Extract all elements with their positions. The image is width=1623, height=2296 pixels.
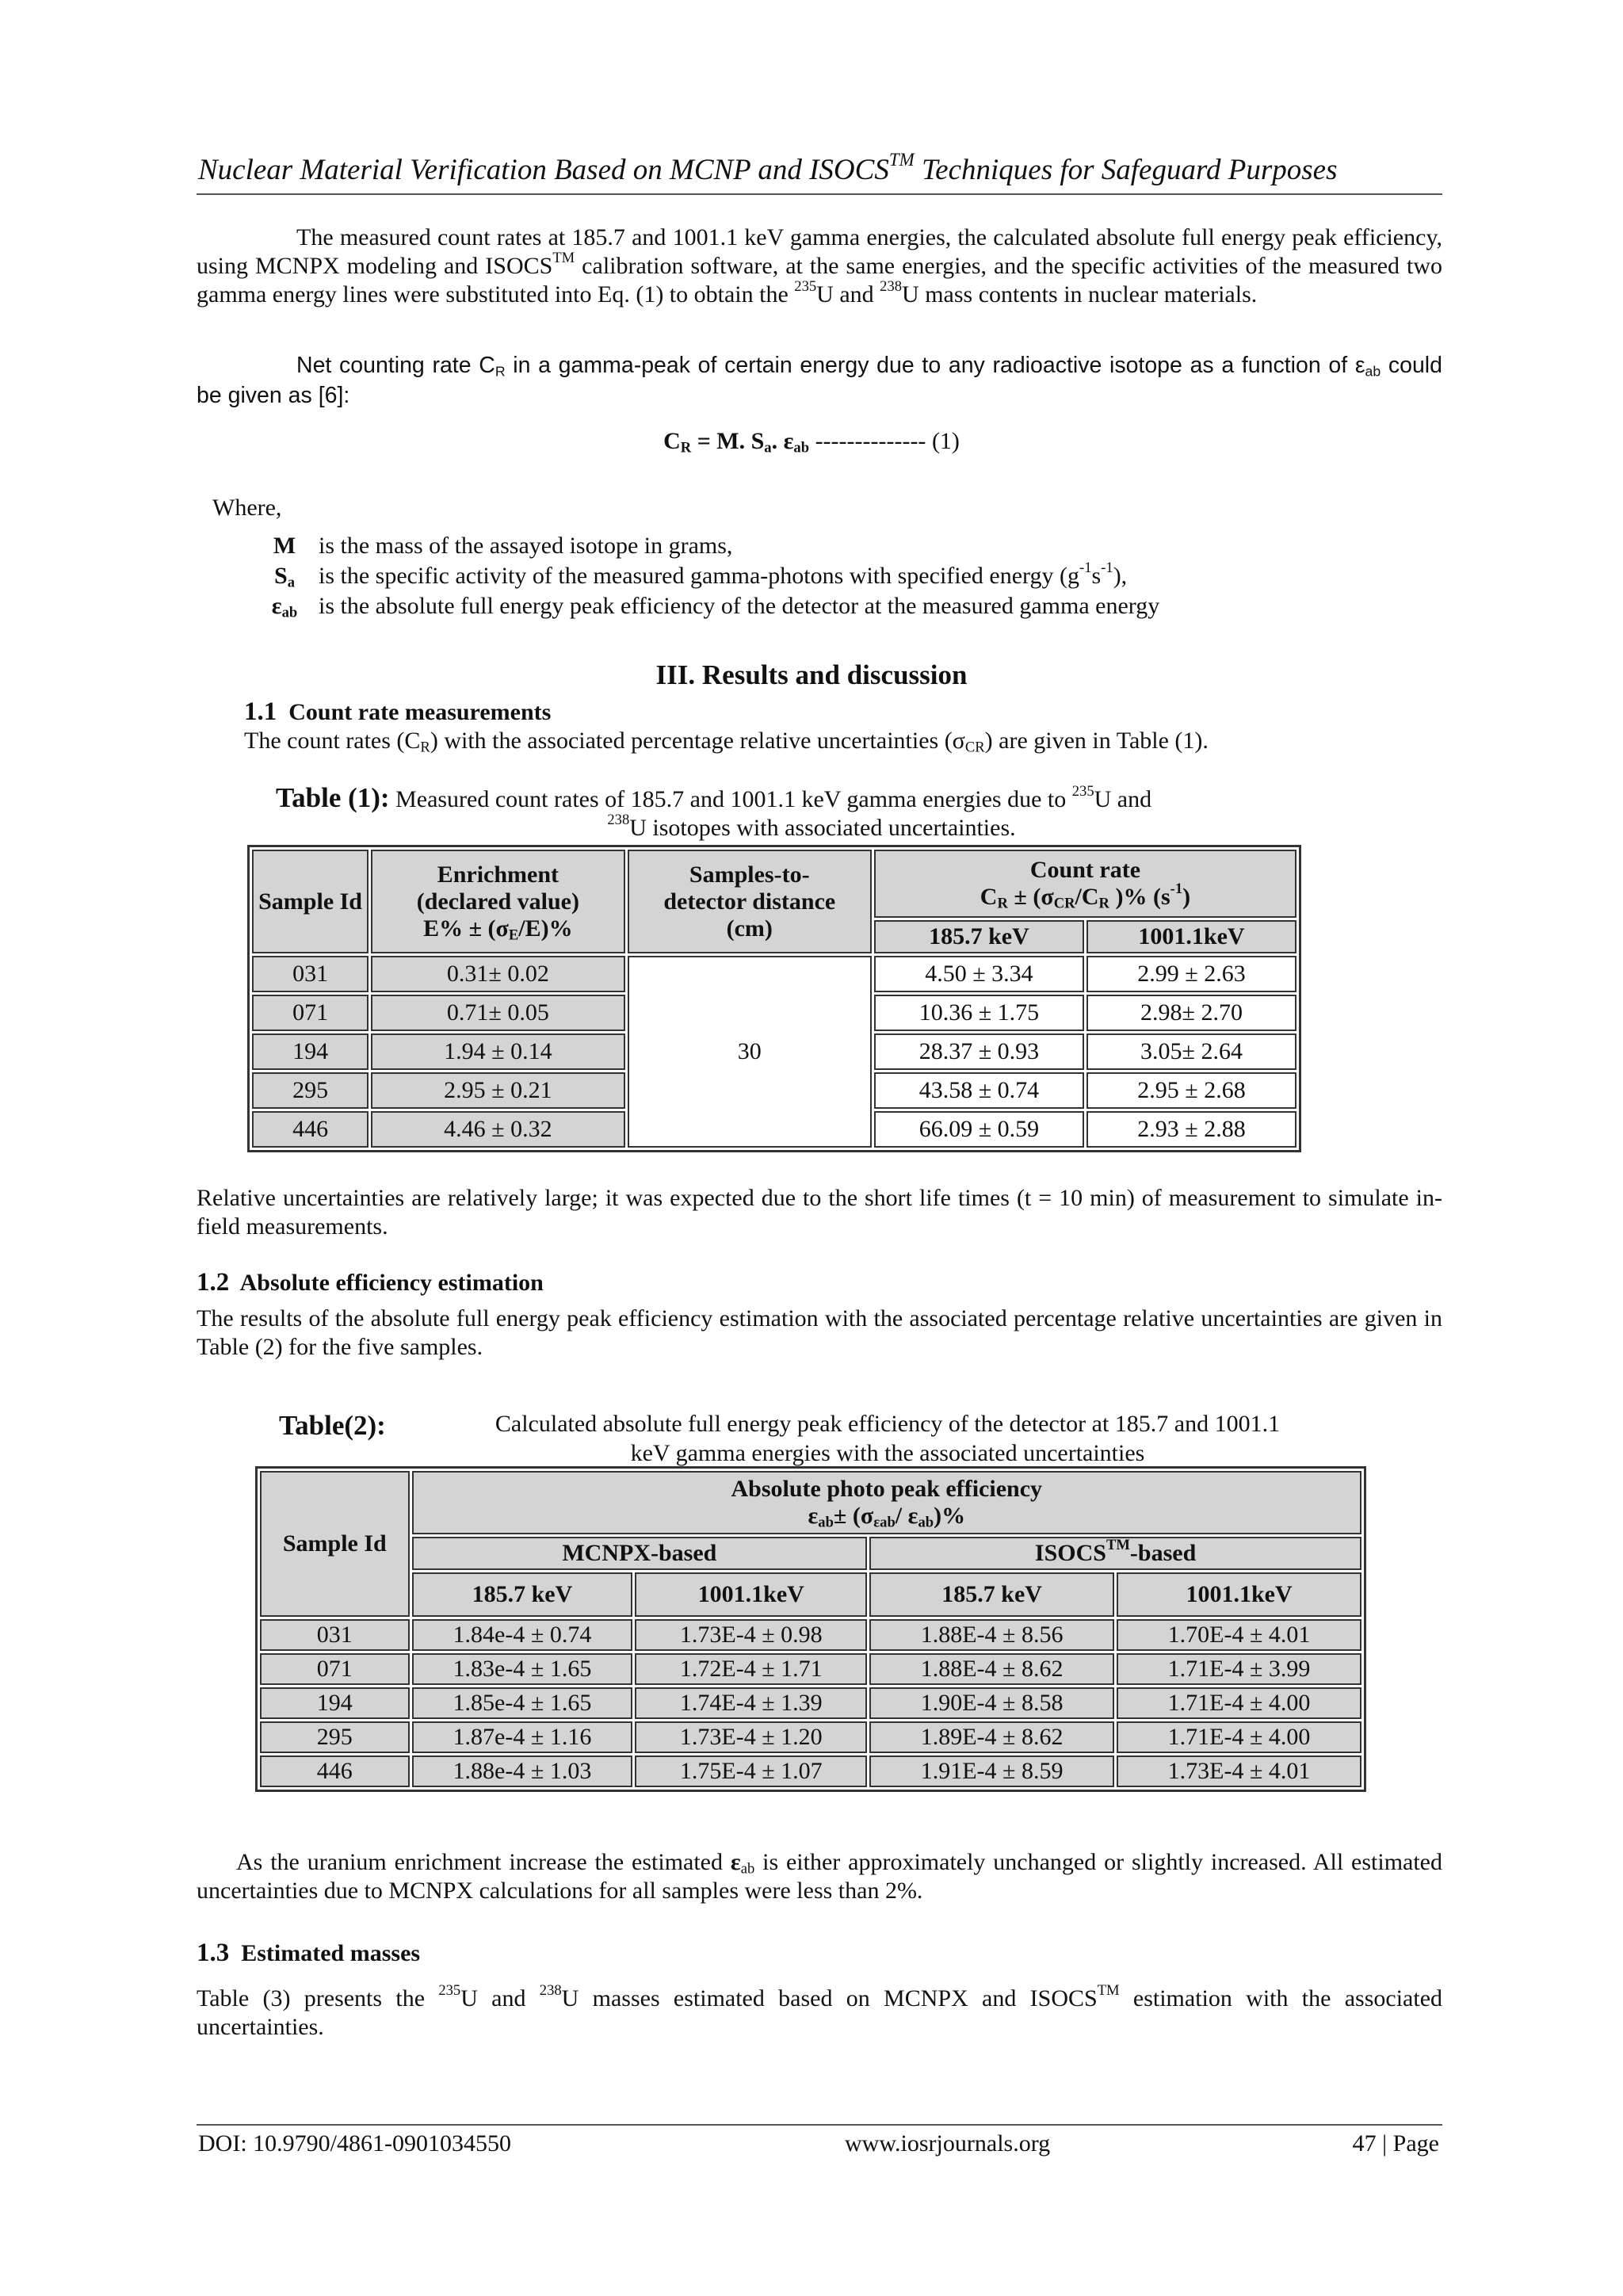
t1-cell-cr185: 4.50 ± 3.34 xyxy=(874,956,1084,992)
t1-header-sample: Sample Id xyxy=(252,850,369,953)
t1-cell-enrichment: 0.71± 0.05 xyxy=(371,995,624,1031)
definition-text: is the specific activity of the measured gamma-photons with specified energy $(g^{-1}s^{-1})$, xyxy=(319,560,1128,589)
t1-cell-enrichment: 1.94 ± 0.14 xyxy=(371,1033,624,1070)
table2-label: Table(2): xyxy=(279,1410,386,1441)
t2-header-1001-isocs: 1001.1keV xyxy=(1117,1572,1361,1617)
t2-header-mcnpx: MCNPX-based xyxy=(412,1537,868,1570)
running-header: Nuclear Material Verification Based on MCNP and ISOCS™ Techniques for Safeguard Purposes xyxy=(198,149,1338,186)
t2-cell-isocs-185: 1.89E-4 ± 8.62 xyxy=(869,1721,1114,1753)
t1-cell-id: 031 xyxy=(252,956,369,992)
table-row xyxy=(260,1687,1361,1719)
t1-header-distance: Samples-to- detector distance (cm) xyxy=(628,850,872,953)
t2-header-185-mcnpx: 185.7 keV xyxy=(412,1572,633,1617)
footer-rule xyxy=(197,2124,1442,2126)
table-row xyxy=(260,1721,1361,1753)
definition-row xyxy=(262,561,1170,591)
header-rule xyxy=(197,193,1442,195)
definition-row xyxy=(262,591,1170,621)
table-1 xyxy=(247,845,1301,1152)
t2-cell-id: 031 xyxy=(260,1619,410,1651)
t1-cell-cr1001: 2.98± 2.70 xyxy=(1086,995,1296,1031)
table-row xyxy=(260,1619,1361,1651)
t2-cell-mcnpx-185: 1.83e-4 ± 1.65 xyxy=(412,1653,633,1685)
t1-cell-cr185: 10.36 ± 1.75 xyxy=(874,995,1084,1031)
t2-cell-isocs-1001: 1.70E-4 ± 4.01 xyxy=(1117,1619,1361,1651)
table-row xyxy=(260,1653,1361,1685)
t2-cell-mcnpx-1001: 1.72E-4 ± 1.71 xyxy=(635,1653,867,1685)
definition-text: is the absolute full energy peak efficiency of the detector at the measured gamma energy xyxy=(319,593,1160,619)
t1-cell-cr1001: 3.05± 2.64 xyxy=(1086,1033,1296,1070)
t2-cell-isocs-185: 1.90E-4 ± 8.58 xyxy=(869,1687,1114,1719)
t2-cell-id: 295 xyxy=(260,1721,410,1753)
t1-cell-id: 194 xyxy=(252,1033,369,1070)
enrichment-paragraph: As the uranium enrichment increase the estimated $\varepsilon_{ab}$ is either approximately unchanged or slightly increased. All estimated uncertainties due to MCNPX calculations for all samples were less than 2%. xyxy=(197,1849,1442,1904)
t2-cell-mcnpx-1001: 1.73E-4 ± 1.20 xyxy=(635,1721,867,1753)
t2-cell-mcnpx-185: 1.85e-4 ± 1.65 xyxy=(412,1687,633,1719)
definition-text: is the mass of the assayed isotope in grams, xyxy=(319,533,733,559)
t2-cell-isocs-185: 1.88E-4 ± 8.56 xyxy=(869,1619,1114,1651)
table-row xyxy=(252,956,1296,992)
t2-cell-mcnpx-1001: 1.73E-4 ± 0.98 xyxy=(635,1619,867,1651)
t2-cell-mcnpx-185: 1.88e-4 ± 1.03 xyxy=(412,1755,633,1787)
t1-header-1001: 1001.1keV xyxy=(1086,920,1296,953)
t2-cell-isocs-1001: 1.71E-4 ± 3.99 xyxy=(1117,1653,1361,1685)
t2-cell-isocs-1001: 1.73E-4 ± 4.01 xyxy=(1117,1755,1361,1787)
where-label: Where, xyxy=(212,495,282,521)
t2-cell-isocs-1001: 1.71E-4 ± 4.00 xyxy=(1117,1721,1361,1753)
t2-header-isocs: ISOCS™-based xyxy=(869,1537,1361,1570)
intro-paragraph: The measured count rates at 185.7 and 1001.1 keV gamma energies, the calculated absolute full energy peak efficiency, using MCNPX modeling and ISOCS™ calibration software, at the same energies, and the specific activities of the measured two gamma energy lines were substituted into Eq. (1) to obtain the $^{235}$U and $^{238}$U mass contents in nuclear materials. xyxy=(197,224,1442,308)
t1-header-185: 185.7 keV xyxy=(874,920,1084,953)
definition-row xyxy=(262,531,1170,561)
table1-caption-line1: Table (1): Measured count rates of 185.7 and 1001.1 keV gamma energies due to $^{235}$U and xyxy=(276,782,1152,813)
table1-caption-line2: $^{238}$U isotopes with associated uncertainties. xyxy=(607,812,1016,841)
t1-cell-enrichment: 4.46 ± 0.32 xyxy=(371,1111,624,1148)
subsection-heading-1-2: 1.2 Absolute efficiency estimation xyxy=(197,1268,544,1297)
t2-header-efficiency: Absolute photo peak efficiency $\varepsilon_{ab}\pm (\sigma_{\varepsilon ab}/$ $\varepsilon_{ab})\%$ xyxy=(412,1471,1361,1534)
section-heading: III. Results and discussion xyxy=(655,659,968,690)
symbol-m: M xyxy=(273,533,296,559)
t1-header-count-rate: Count rate $C_R \pm (\sigma_{CR}/C_R$ )% $(s^{-1})$ xyxy=(874,850,1296,918)
t1-cell-enrichment: 2.95 ± 0.21 xyxy=(371,1072,624,1109)
uncertainty-paragraph: Relative uncertainties are relatively large; it was expected due to the short life times (t = 10 min) of measurement to simulate in-field measurements. xyxy=(197,1185,1442,1240)
t1-cell-enrichment: 0.31± 0.02 xyxy=(371,956,624,992)
table-row xyxy=(260,1755,1361,1787)
t2-cell-isocs-185: 1.88E-4 ± 8.62 xyxy=(869,1653,1114,1685)
equation-1: $C_R = M$. $S_a$. $\varepsilon_{ab}$ -------------- (1) xyxy=(663,428,960,457)
masses-paragraph: Table (3) presents the $^{235}$U and $^{238}$U masses estimated based on MCNPX and ISOCS™ estimation with the associated uncertainties. xyxy=(197,1982,1443,2040)
table2-caption: Calculated absolute full energy peak efficiency of the detector at 185.7 and 1001.1 keV gamma energies with the associated uncertainties xyxy=(495,1411,1281,1466)
t2-cell-mcnpx-185: 1.87e-4 ± 1.16 xyxy=(412,1721,633,1753)
footer-doi: DOI: 10.9790/4861-0901034550 xyxy=(198,2130,511,2157)
subsection-heading-1-3: 1.3 Estimated masses xyxy=(197,1939,421,1967)
symbol-eab: $\varepsilon_{ab}$ xyxy=(271,593,298,621)
t2-cell-isocs-185: 1.91E-4 ± 8.59 xyxy=(869,1755,1114,1787)
t2-cell-isocs-1001: 1.71E-4 ± 4.00 xyxy=(1117,1687,1361,1719)
t2-cell-mcnpx-1001: 1.75E-4 ± 1.07 xyxy=(635,1755,867,1787)
efficiency-paragraph: The results of the absolute full energy peak efficiency estimation with the associated percentage relative uncertainties are given in Table (2) for the five samples. xyxy=(197,1305,1442,1360)
t1-cell-id: 295 xyxy=(252,1072,369,1109)
definitions-list xyxy=(262,531,1170,621)
count-rate-paragraph: The count rates $(C_R)$ with the associated percentage relative uncertainties $(\sigma_{CR})$ are given in Table (1). xyxy=(244,728,1209,756)
t1-cell-cr1001: 2.99 ± 2.63 xyxy=(1086,956,1296,992)
t1-cell-cr185: 66.09 ± 0.59 xyxy=(874,1111,1084,1148)
t2-header-sample: Sample Id xyxy=(260,1471,410,1617)
symbol-sa: $S_a$ xyxy=(274,563,295,591)
t1-cell-id: 071 xyxy=(252,995,369,1031)
t1-cell-id: 446 xyxy=(252,1111,369,1148)
t2-cell-id: 194 xyxy=(260,1687,410,1719)
t2-header-185-isocs: 185.7 keV xyxy=(869,1572,1114,1617)
t1-cell-distance: 30 xyxy=(628,956,872,1148)
t2-cell-id: 446 xyxy=(260,1755,410,1787)
footer-site-link[interactable]: www.iosrjournals.org xyxy=(845,2130,1051,2157)
t1-header-enrichment: Enrichment (declared value) $E\% \pm (\sigma_E/E)\%$ xyxy=(371,850,624,953)
t2-cell-id: 071 xyxy=(260,1653,410,1685)
t1-cell-cr185: 28.37 ± 0.93 xyxy=(874,1033,1084,1070)
footer-page-number: 47 | Page xyxy=(1352,2130,1439,2157)
table-2 xyxy=(255,1466,1366,1792)
subsection-heading-1-1: 1.1 Count rate measurements xyxy=(244,697,552,726)
t1-cell-cr1001: 2.93 ± 2.88 xyxy=(1086,1111,1296,1148)
net-rate-paragraph: Net counting rate $C_R$ in a gamma-peak of certain energy due to any radioactive isotope as a function of $\varepsilon_{ab}$ could be given as [6]: xyxy=(197,353,1442,408)
t2-cell-mcnpx-185: 1.84e-4 ± 0.74 xyxy=(412,1619,633,1651)
t2-cell-mcnpx-1001: 1.74E-4 ± 1.39 xyxy=(635,1687,867,1719)
t1-cell-cr1001: 2.95 ± 2.68 xyxy=(1086,1072,1296,1109)
t1-cell-cr185: 43.58 ± 0.74 xyxy=(874,1072,1084,1109)
t2-header-1001-mcnpx: 1001.1keV xyxy=(635,1572,867,1617)
